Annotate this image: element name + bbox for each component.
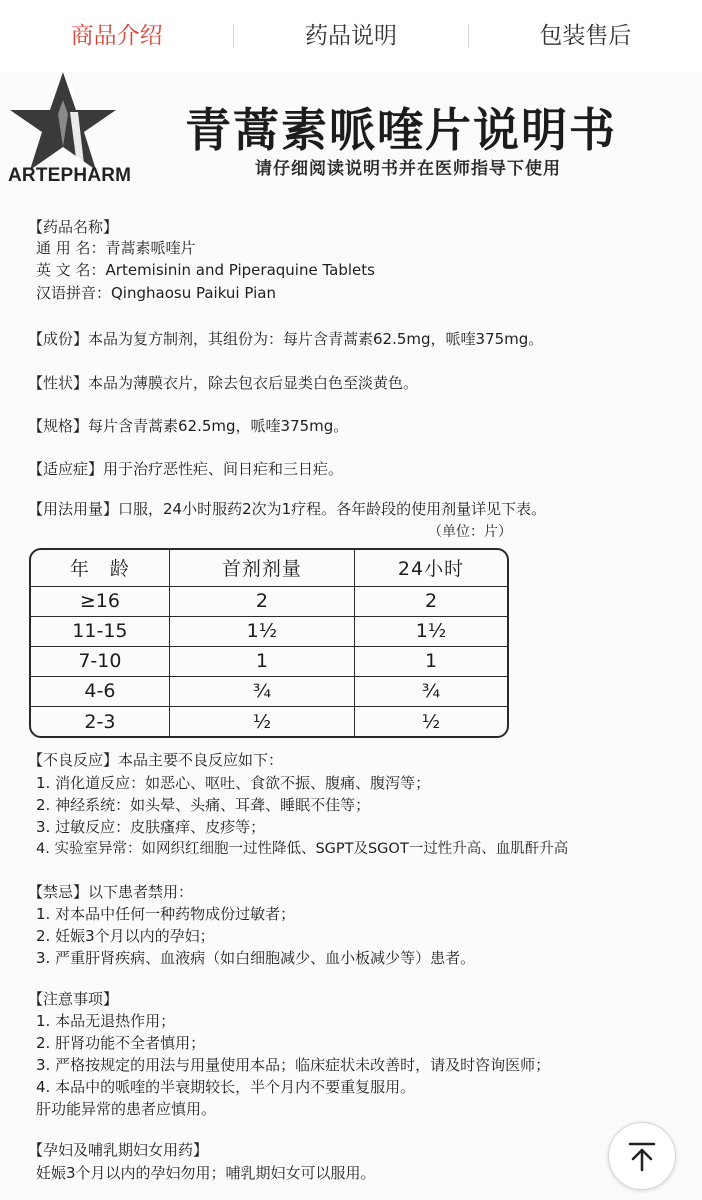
adverse-item: 2. 神经系统：如头晕、头痛、耳聋、睡眠不佳等；: [36, 796, 371, 814]
table-cell: ¾: [169, 676, 354, 706]
contraindication-item: 2. 妊娠3个月以内的孕妇；: [36, 927, 215, 945]
precaution-item: 肝功能异常的患者应慎用。: [36, 1100, 217, 1118]
table-header-cell: 24小时: [355, 550, 507, 586]
precaution-item: 4. 本品中的哌喹的半衰期较长，半个月内不要重复服用。: [36, 1078, 416, 1096]
adverse-item: 1. 消化道反应：如恶心、呕吐、食欲不振、腹痛、腹泻等；: [36, 774, 431, 792]
logo-wordmark: ARTEPHARM: [8, 165, 132, 186]
table-cell: 1½: [169, 616, 354, 646]
tab-drug-instructions[interactable]: 药品说明: [304, 23, 397, 49]
table-cell: 1: [355, 646, 507, 676]
document-title: 青蒿素哌喹片说明书: [185, 103, 617, 157]
dosage-table: [29, 548, 509, 738]
precaution-item: 3. 严格按规定的用法与用量使用本品；临床症状未改善时，请及时咨询医师；: [36, 1056, 551, 1074]
composition-text: 【成份】本品为复方制剂，其组份为：每片含青蒿素62.5mg，哌喹375mg。: [28, 330, 544, 348]
star-logo-icon: [8, 72, 118, 172]
table-cell: 1: [169, 646, 354, 676]
drug-name-header: 【药品名称】: [28, 218, 119, 236]
table-cell: ≥16: [31, 586, 169, 616]
table-cell: 2: [169, 586, 354, 616]
drug-leaflet-image: [0, 72, 702, 1200]
table-row: [31, 646, 507, 676]
table-cell: 11-15: [31, 616, 169, 646]
artepharm-logo: [8, 72, 133, 187]
adverse-reactions-header: 【不良反应】本品主要不良反应如下：: [28, 751, 284, 769]
arrow-up-to-line-icon: [625, 1139, 659, 1173]
table-cell: 4-6: [31, 676, 169, 706]
table-cell: 2: [355, 586, 507, 616]
table-row: [31, 586, 507, 616]
precaution-item: 1. 本品无退热作用；: [36, 1012, 176, 1030]
table-header-cell: 年 龄: [31, 550, 169, 586]
back-to-top-button[interactable]: [608, 1122, 676, 1190]
contraindication-item: 1. 对本品中任何一种药物成份过敏者；: [36, 905, 296, 923]
contraindication-item: 3. 严重肝肾疾病、血液病（如白细胞减少、血小板减少等）患者。: [36, 949, 476, 967]
table-row: [31, 616, 507, 646]
table-row: [31, 676, 507, 706]
table-cell: 1½: [355, 616, 507, 646]
indications-text: 【适应症】用于治疗恶性疟、间日疟和三日疟。: [28, 460, 344, 478]
table-cell: 7-10: [31, 646, 169, 676]
tab-bar: [0, 0, 702, 73]
table-cell: ¾: [355, 676, 507, 706]
document-subtitle: 请仔细阅读说明书并在医师指导下使用: [255, 159, 561, 179]
pinyin-name: 汉语拼音：Qinghaosu Paikui Pian: [36, 284, 276, 302]
dosage-text: 【用法用量】口服，24小时服药2次为1疗程。各年龄段的使用剂量详见下表。: [28, 500, 547, 518]
tab-product-intro[interactable]: 商品介绍: [70, 23, 163, 49]
adverse-item: 4. 实验室异常：如网织红细胞一过性降低、SGPT及SGOT一过性升高、血肌酐升高: [36, 841, 569, 857]
table-cell: ½: [355, 707, 507, 736]
specification-text: 【规格】每片含青蒿素62.5mg，哌喹375mg。: [28, 417, 349, 435]
table-header-row: [31, 550, 507, 586]
dosage-unit: （单位：片）: [428, 524, 512, 540]
adverse-item: 3. 过敏反应：皮肤瘙痒、皮疹等；: [36, 818, 266, 836]
contraindications-header: 【禁忌】以下患者禁用：: [28, 883, 194, 901]
pregnancy-lactation-header: 【孕妇及哺乳期妇女用药】: [28, 1141, 209, 1159]
table-row: [31, 707, 507, 736]
english-name: 英 文 名：Artemisinin and Piperaquine Tablets: [36, 261, 375, 279]
table-cell: ½: [169, 707, 354, 736]
appearance-text: 【性状】本品为薄膜衣片，除去包衣后显类白色至淡黄色。: [28, 374, 419, 392]
table-cell: 2-3: [31, 707, 169, 736]
precaution-item: 2. 肝肾功能不全者慎用；: [36, 1034, 206, 1052]
tab-packaging-aftersales[interactable]: 包装售后: [539, 23, 632, 49]
pregnancy-lactation-text: 妊娠3个月以内的孕妇勿用；哺乳期妇女可以服用。: [36, 1164, 376, 1182]
precautions-header: 【注意事项】: [28, 990, 119, 1008]
common-name: 通 用 名：青蒿素哌喹片: [36, 239, 196, 257]
table-header-cell: 首剂剂量: [169, 550, 354, 586]
